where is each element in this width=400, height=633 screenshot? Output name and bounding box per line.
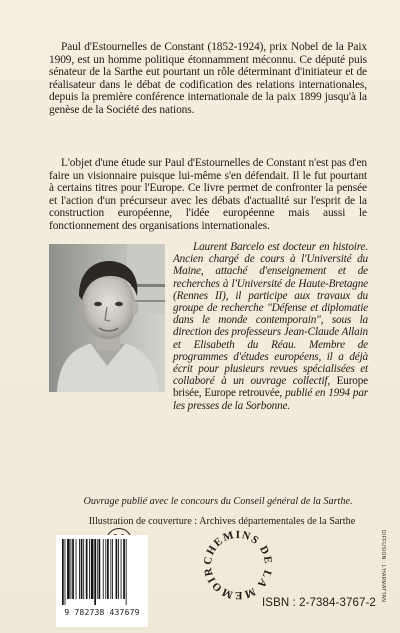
barcode-bar bbox=[83, 539, 84, 599]
intro-paragraph-1: Paul d'Estournelles de Constant (1852-1924), prix Nobel de la Paix 1909, est un homme politique étonnamment méconnu. Ce député puis sénateur de la Sarthe eut pourtant un rôle déterminant d'initiateur et de réalisateur dans le débat de codification des relations internationales, depuis la première conférence internationale de la paix 1899 jusqu'à la genèse de la Société des nations. bbox=[49, 41, 367, 116]
barcode-bar bbox=[81, 539, 83, 599]
barcode-bar bbox=[126, 539, 127, 605]
barcode-bar bbox=[76, 539, 77, 599]
author-photo bbox=[49, 244, 165, 392]
barcode-number: 9 782738 437679 bbox=[64, 608, 140, 617]
book-title-reference: Europe brisée, Europe retrouvée, bbox=[173, 375, 368, 400]
seal-text: CHEMINS DE LA MEMOIR bbox=[201, 528, 275, 602]
isbn: ISBN : 2-7384-3767-2 bbox=[262, 597, 376, 609]
barcode-bar bbox=[97, 539, 98, 599]
barcode-bar bbox=[123, 539, 125, 599]
barcode-bars bbox=[56, 535, 148, 607]
barcode-bar bbox=[121, 539, 122, 599]
barcode-bar bbox=[105, 539, 106, 599]
printer-imprint: DIFFUSION : L'HARMATTAN bbox=[380, 530, 386, 603]
collection-seal-logo bbox=[199, 526, 277, 604]
barcode-bar bbox=[118, 539, 119, 599]
barcode-bar bbox=[65, 539, 66, 605]
barcode-bar bbox=[110, 539, 111, 599]
barcode-bar bbox=[72, 539, 74, 599]
author-bio-part1: Laurent Barcelo est docteur en histoire. Ancien chargé de cours à l'Université du Maine, attaché d'enseignement et de recherches à l'Université de Haute-Bretagne (Rennes II), il participe aux travaux du groupe de recherche "Défense et diplomatie dans le monde contemporain", sous la direction des professeurs Jean-Claude Allain et Elisabeth du Réau. Membre de programmes d'études européens, il a déjà écrit pour plusieurs revues spécialisées et collaboré à un ouvrage collectif, bbox=[173, 241, 368, 388]
barcode-bar bbox=[67, 539, 70, 599]
barcode-bar bbox=[112, 539, 113, 599]
barcode-bar bbox=[71, 539, 72, 599]
barcode-bar bbox=[94, 539, 96, 605]
author-bio-part2: publié en 1994 par les presses de la Sorbonne. bbox=[173, 387, 368, 412]
barcode-bar bbox=[86, 539, 88, 599]
illustration-credit: Illustration de couverture : Archives départementales de la Sarthe bbox=[88, 516, 356, 527]
barcode-bar bbox=[99, 539, 101, 599]
barcode-bar bbox=[89, 539, 90, 599]
barcode-bar bbox=[103, 539, 104, 599]
publication-note: Ouvrage publié avec le concours du Conseil général de la Sarthe. bbox=[83, 496, 353, 507]
barcode-bar bbox=[91, 539, 94, 599]
author-bio bbox=[173, 241, 368, 412]
barcode-bar bbox=[79, 539, 80, 599]
barcode-bar bbox=[116, 539, 118, 599]
svg-text:CHEMINS DE LA MEMOIRE bbox=[199, 526, 274, 601]
barcode-bar bbox=[62, 539, 64, 605]
intro-paragraph-2: L'objet d'une étude sur Paul d'Estournelles de Constant n'est pas d'en faire un visionnaire puisque lui-même s'en défendait. Il le fut pourtant à certains titres pour l'Europe. Ce livre permet de confronter la pensée et l'action d'un précurseur avec les débats d'actualité sur l'esprit de la construction européenne, l'idée européenne mais aussi le fonctionnement des organisations internationales. bbox=[49, 157, 367, 232]
barcode-bar bbox=[107, 539, 109, 599]
